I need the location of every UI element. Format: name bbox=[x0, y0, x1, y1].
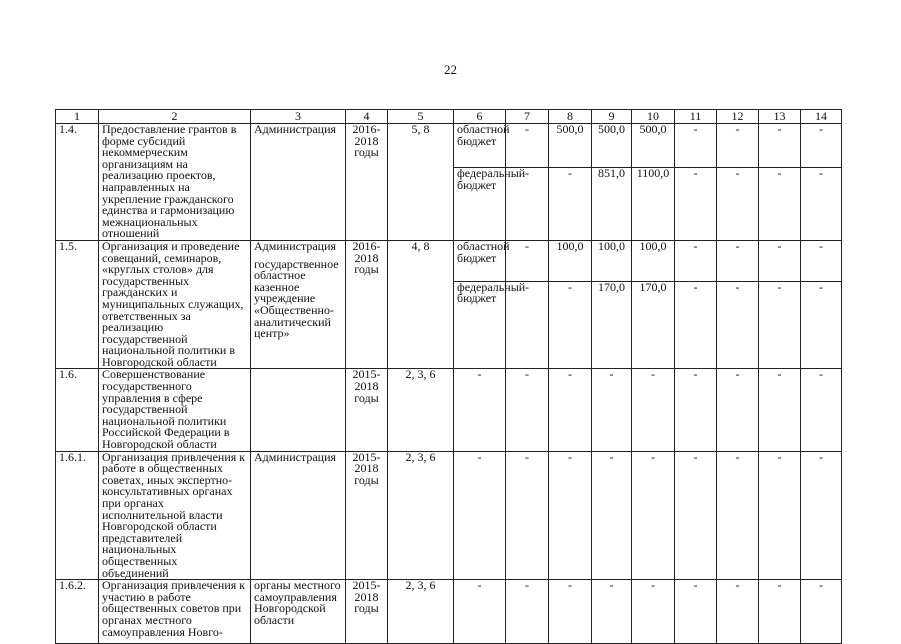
funding-value-13: - bbox=[759, 580, 801, 644]
executor bbox=[251, 451, 346, 580]
column-number-13: 13 bbox=[759, 110, 801, 124]
funding-value-7: - bbox=[506, 580, 549, 644]
funding-value-9: 100,0 bbox=[592, 240, 632, 281]
activity-name: Совершенствование государственного управления в сфере государственной национальной политики Российской Федерации в Новгородской области bbox=[99, 369, 251, 451]
funding-value-10: 1100,0 bbox=[632, 168, 675, 241]
table-row bbox=[56, 580, 842, 644]
implementation-period: 2016-2018 годы bbox=[346, 240, 388, 369]
funding-value-8: - bbox=[549, 369, 592, 451]
funding-value-7: - bbox=[506, 451, 549, 580]
implementation-period: 2015-2018 годы bbox=[346, 369, 388, 451]
funding-value-13: - bbox=[759, 240, 801, 281]
column-number-8: 8 bbox=[549, 110, 592, 124]
funding-value-11: - bbox=[675, 168, 717, 241]
task-numbers: 2, 3, 6 bbox=[388, 580, 454, 644]
activity-name: Организация и проведение совещаний, семинаров, «круглых столов» для государственных гражданских и муниципальных служащих, ответственных за реализацию государственной национальной политики в Новгородской области bbox=[99, 240, 251, 369]
funding-value-14: - bbox=[801, 580, 842, 644]
funding-source: федеральный бюджет bbox=[454, 168, 506, 241]
column-number-6: 6 bbox=[454, 110, 506, 124]
funding-value-12: - bbox=[717, 580, 759, 644]
funding-value-8: 500,0 bbox=[549, 124, 592, 168]
funding-value-14: - bbox=[801, 369, 842, 451]
executor bbox=[251, 580, 346, 644]
funding-source: - bbox=[454, 580, 506, 644]
funding-value-7: - bbox=[506, 124, 549, 168]
column-number-11: 11 bbox=[675, 110, 717, 124]
funding-value-8: - bbox=[549, 168, 592, 241]
task-numbers: 2, 3, 6 bbox=[388, 451, 454, 580]
task-numbers: 4, 8 bbox=[388, 240, 454, 369]
funding-value-10: - bbox=[632, 369, 675, 451]
funding-value-13: - bbox=[759, 281, 801, 369]
funding-value-7: - bbox=[506, 281, 549, 369]
table-row bbox=[56, 451, 842, 580]
executor-name: Администрация bbox=[254, 449, 337, 464]
executor bbox=[251, 124, 346, 241]
implementation-period: 2016-2018 годы bbox=[346, 124, 388, 241]
item-number: 1.4. bbox=[56, 124, 99, 241]
funding-source: областной бюджет bbox=[454, 240, 506, 281]
funding-value-12: - bbox=[717, 281, 759, 369]
funding-value-10: 500,0 bbox=[632, 124, 675, 168]
funding-value-14: - bbox=[801, 124, 842, 168]
funding-value-12: - bbox=[717, 369, 759, 451]
funding-value-10: - bbox=[632, 580, 675, 644]
funding-value-10: - bbox=[632, 451, 675, 580]
column-number-1: 1 bbox=[56, 110, 99, 124]
table-row bbox=[56, 124, 842, 168]
column-number-3: 3 bbox=[251, 110, 346, 124]
funding-value-11: - bbox=[675, 369, 717, 451]
funding-value-11: - bbox=[675, 240, 717, 281]
executor-extra: государственное областное казенное учреждение «Общественно-аналитический центр» bbox=[254, 256, 339, 341]
funding-value-12: - bbox=[717, 168, 759, 241]
item-number: 1.6.1. bbox=[56, 451, 99, 580]
activity-name: Организация привлечения к участию в работе общественных советов при органах местного самоуправления Новго- bbox=[99, 580, 251, 644]
funding-value-12: - bbox=[717, 451, 759, 580]
executor bbox=[251, 369, 346, 451]
activity-name: Предоставление грантов в форме субсидий некоммерческим организациям на реализацию проектов, направленных на укрепление гражданского единства и гармонизацию межнациональных отношений bbox=[99, 124, 251, 241]
implementation-period: 2015-2018 годы bbox=[346, 451, 388, 580]
funding-value-11: - bbox=[675, 281, 717, 369]
funding-value-11: - bbox=[675, 124, 717, 168]
column-number-9: 9 bbox=[592, 110, 632, 124]
funding-value-12: - bbox=[717, 240, 759, 281]
column-number-2: 2 bbox=[99, 110, 251, 124]
funding-value-9: - bbox=[592, 369, 632, 451]
funding-value-7: - bbox=[506, 240, 549, 281]
funding-value-14: - bbox=[801, 281, 842, 369]
executor-name: Администрация bbox=[254, 238, 337, 253]
funding-value-14: - bbox=[801, 240, 842, 281]
funding-value-9: 851,0 bbox=[592, 168, 632, 241]
funding-value-8: 100,0 bbox=[549, 240, 592, 281]
column-number-5: 5 bbox=[388, 110, 454, 124]
funding-value-11: - bbox=[675, 451, 717, 580]
executor bbox=[251, 240, 346, 369]
program-activities-table bbox=[55, 109, 842, 644]
funding-value-12: - bbox=[717, 124, 759, 168]
funding-value-7: - bbox=[506, 369, 549, 451]
table-row bbox=[56, 240, 842, 281]
funding-value-10: 170,0 bbox=[632, 281, 675, 369]
funding-value-10: 100,0 bbox=[632, 240, 675, 281]
page-number: 22 bbox=[444, 62, 457, 77]
task-numbers: 5, 8 bbox=[388, 124, 454, 241]
funding-value-13: - bbox=[759, 369, 801, 451]
funding-value-9: - bbox=[592, 451, 632, 580]
table-row bbox=[56, 369, 842, 451]
funding-value-8: - bbox=[549, 451, 592, 580]
funding-value-13: - bbox=[759, 168, 801, 241]
funding-source: областной бюджет bbox=[454, 124, 506, 168]
funding-value-13: - bbox=[759, 124, 801, 168]
implementation-period: 2015-2018 годы bbox=[346, 580, 388, 644]
funding-value-14: - bbox=[801, 451, 842, 580]
funding-value-11: - bbox=[675, 580, 717, 644]
funding-value-8: - bbox=[549, 580, 592, 644]
executor-name: Администрация bbox=[254, 122, 337, 136]
funding-source: федеральный бюджет bbox=[454, 281, 506, 369]
executor-name: органы местного самоуправления Новгородской области bbox=[254, 578, 341, 627]
funding-value-8: - bbox=[549, 281, 592, 369]
funding-value-13: - bbox=[759, 451, 801, 580]
funding-value-14: - bbox=[801, 168, 842, 241]
column-number-7: 7 bbox=[506, 110, 549, 124]
funding-source: - bbox=[454, 451, 506, 580]
column-number-10: 10 bbox=[632, 110, 675, 124]
funding-value-9: 170,0 bbox=[592, 281, 632, 369]
item-number: 1.6.2. bbox=[56, 580, 99, 644]
task-numbers: 2, 3, 6 bbox=[388, 369, 454, 451]
activity-name: Организация привлечения к работе в общественных советах, иных экспертно-консультативных органах при органах исполнительной власти Новгородской области представителей национальных общественных объединений bbox=[99, 451, 251, 580]
funding-value-9: 500,0 bbox=[592, 124, 632, 168]
funding-value-7: - bbox=[506, 168, 549, 241]
column-number-4: 4 bbox=[346, 110, 388, 124]
funding-value-9: - bbox=[592, 580, 632, 644]
funding-source: - bbox=[454, 369, 506, 451]
column-number-14: 14 bbox=[801, 110, 842, 124]
item-number: 1.6. bbox=[56, 369, 99, 451]
column-number-12: 12 bbox=[717, 110, 759, 124]
item-number: 1.5. bbox=[56, 240, 99, 369]
